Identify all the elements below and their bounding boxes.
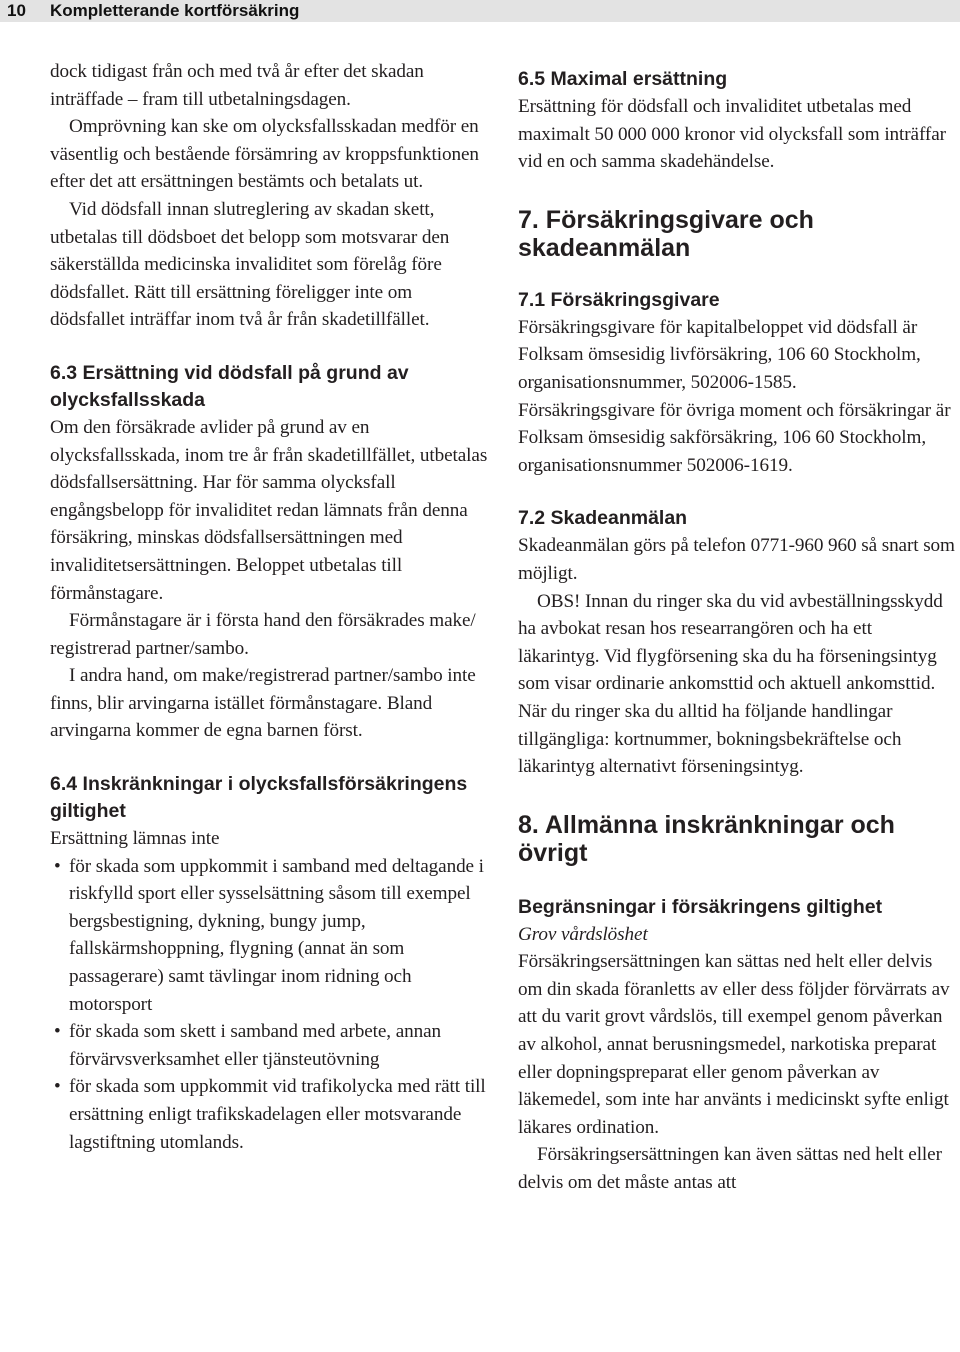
section-heading-6-4: 6.4 Inskränkningar i olycksfallsförsäkringens giltighet <box>50 773 468 823</box>
section-heading-7-1: 7.1 Försäkringsgivare <box>518 288 720 311</box>
paragraph: Ersättning för dödsfall och invaliditet utbetalas med maximalt 50 000 000 kronor vid olycksfall som inträffar vid en och samma skadehändelse. <box>518 96 946 173</box>
paragraph: OBS! Innan du ringer ska du vid avbeställningsskydd ha avbokat resan hos researrangören och ha ett läkarintyg. Vid flygförsening ska du ha förseningsintyg som visar ordinarie ankomsttid och aktuell ankomsttid. När du ringer ska du alltid ha följande handlingar tillgängliga: kortnummer, bokningsbekräftelse och läkarintyg alternativt förseningsintyg. <box>518 590 943 778</box>
paragraph: Omprövning kan ske om olycksfallsskadan medför en väsentlig och bestående försämring av kroppsfunktionen efter det att ersättningen bestämts och betalats ut. <box>50 116 479 193</box>
page-header <box>0 0 960 22</box>
header-title: Kompletterande kortförsäkring <box>50 1 300 20</box>
italic-subheading: Grov vårdslöshet <box>518 923 648 945</box>
paragraph: I andra hand, om make/registrerad partner/sambo inte finns, blir arvingarna istället förmånstagare. Bland arvingarna kommer de egna barnen först. <box>50 665 476 742</box>
section-heading-8: 8. Allmänna inskränkningar och övrigt <box>518 810 895 868</box>
subsection-heading: Begränsningar i försäkringens giltighet <box>518 895 883 918</box>
right-column <box>518 66 958 1197</box>
section-heading-7-2: 7.2 Skadeanmälan <box>518 507 688 530</box>
paragraph: Förmånstagare är i första hand den försäkrades make/ registrerad partner/sambo. <box>50 610 476 659</box>
bullet-list <box>50 853 490 1157</box>
paragraph: Om den försäkrade avlider på grund av en olycksfallsskada, inom tre år från skadetillfället, utbetalas dödsfallsersättning. Har för samma olycksfall engångsbelopp för invaliditet redan lämnats från denna försäkring, minskas dödsfallsersättningen med invaliditetsersättningen. Beloppet utbetalas till förmånstagare. <box>50 416 488 604</box>
section-heading-6-5: 6.5 Maximal ersättning <box>518 68 728 90</box>
list-item: • för skada som uppkommit vid trafikolycka med rätt till ersättning enligt trafikskadelagen eller motsvarande lagstiftning utomlands. <box>50 1073 490 1156</box>
paragraph: Försäkringsgivare för kapitalbeloppet vid dödsfall är Folksam ömsesidig livförsäkring, 106 60 Stockholm, organisationsnummer, 502006-1585. <box>518 316 921 393</box>
page-number: 10 <box>7 1 26 20</box>
paragraph: Försäkringsersättningen kan även sättas ned helt eller delvis om det måste antas att <box>518 1144 942 1194</box>
section-heading-6-3: 6.3 Ersättning vid dödsfall på grund av olycksfallsskada <box>50 361 409 411</box>
paragraph: dock tidigast från och med två år efter det skadan inträffade – fram till utbetalningsdagen. <box>50 61 424 110</box>
paragraph: Försäkringsgivare för övriga moment och försäkringar är Folksam ömsesidig sakförsäkring, 106 60 Stockholm, organisationsnummer 502006-1619. <box>518 399 951 476</box>
paragraph: Vid dödsfall innan slutreglering av skadan skett, utbetalas till dödsboet det belopp som motsvarar den säkerställda medicinska invaliditet som förelåg före dödsfallet. Rätt till ersättning föreligger inte om dödsfallet inträffar inom två år från skadetillfället. <box>50 198 450 331</box>
list-item: • för skada som uppkommit i samband med deltagande i riskfylld sport eller sysselsättning såsom till exempel bergsbestigning, dykning, bungy jump, fallskärmshoppning, flygning (annat än som passagerare) samt tävlingar inom ridning och motorsport <box>50 853 490 1019</box>
paragraph: Försäkringsersättningen kan sättas ned helt eller delvis om din skada föranletts av eller dess följder förvärrats av att du varit grovt vårdslös, till exempel genom påverkan av alkohol, annat berusningsmedel, narkotiska preparat eller dopningspreparat eller genom påverkan av läkemedel, som inte har använts i medicinskt syfte enligt läkares ordination. <box>518 951 950 1138</box>
section-heading-7: 7. Försäkringsgivare och skadeanmälan <box>518 205 814 263</box>
paragraph: Skadeanmälan görs på telefon 0771-960 960 så snart som möjligt. <box>518 535 955 584</box>
paragraph: Ersättning lämnas inte <box>50 828 220 850</box>
left-column <box>50 58 490 1156</box>
list-item: • för skada som skett i samband med arbete, annan förvärvsverksamhet eller tjänsteutövning <box>50 1018 490 1073</box>
